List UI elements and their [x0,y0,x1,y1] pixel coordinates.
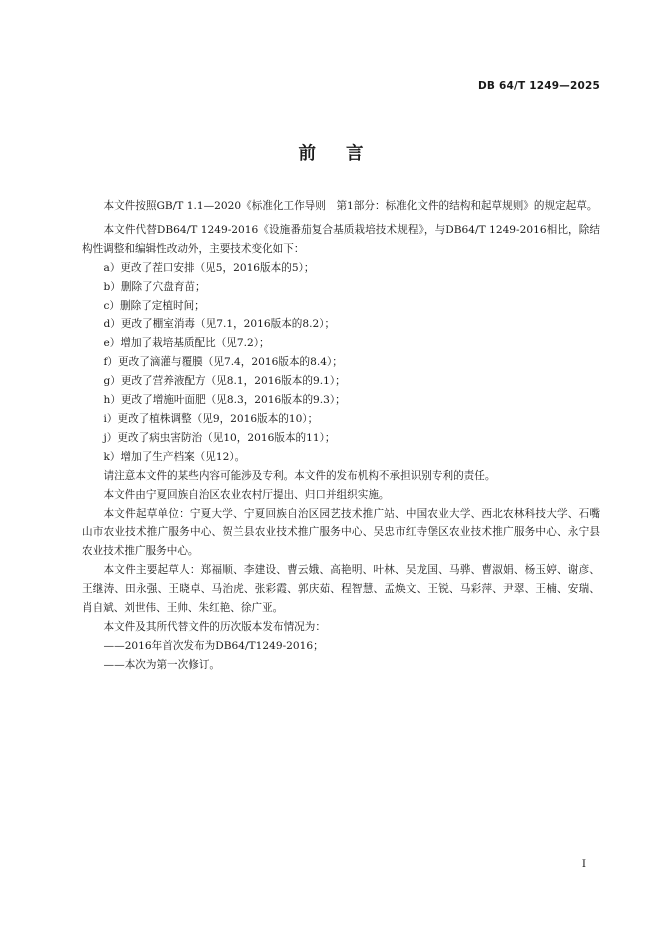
paragraph-drafting-rules: 本文件按照GB/T 1.1—2020《标准化工作导则 第1部分：标准化文件的结构和起草规则》的规定起草。 [103,200,598,212]
list-item: j）更改了病虫害防治（见10，2016版本的11）； [103,431,336,444]
document-code: DB 64/T 1249—2025 [478,80,600,92]
list-item: h）更改了增施叶面肥（见8.3，2016版本的9.3）； [103,394,346,407]
paragraph-drafting-units: 本文件起草单位：宁夏大学、宁夏回族自治区园艺技术推广站、中国农业大学、西北农林科技大学、石嘴山市农业技术推广服务中心、贺兰县农业技术推广服务中心、吴忠市红寺堡区农业技术推广服务中心、永宁县农业技术推广服务中心。 [82,507,600,558]
list-item: g）更改了营养液配方（见8.1，2016版本的9.1）； [103,375,346,388]
list-item: a）更改了茬口安排（见5，2016版本的5）； [103,261,315,274]
list-item: i）更改了植株调整（见9，2016版本的10）； [103,412,319,425]
paragraph-drafters: 本文件主要起草人：郑福顺、李建设、曹云娥、高艳明、叶林、吴龙国、马骅、曹淑娟、杨玉婷、谢彦、王继涛、田永强、王晓卓、马治虎、张彩霞、郭庆茹、程智慧、孟焕文、王锐、马彩萍、尹翠、王楠、安瑞、肖自斌、刘世伟、王帅、朱红艳、徐广亚。 [82,564,600,615]
list-item: d）更改了棚室消毒（见7.1，2016版本的8.2）； [103,318,336,331]
list-item: f）更改了滴灌与覆膜（见7.4，2016版本的8.4）； [103,356,343,369]
paragraph-patent-notice: 请注意本文件的某些内容可能涉及专利。本文件的发布机构不承担识别专利的责任。 [103,469,496,482]
list-item: k）增加了生产档案（见12）。 [103,450,246,463]
page-number: I [581,858,586,870]
paragraph-history-intro: 本文件及其所代替文件的历次版本发布情况为： [103,620,326,633]
foreword-body [82,197,600,675]
list-item: c）删除了定植时间； [103,299,205,312]
history-item: ——2016年首次发布为DB64/T1249-2016； [103,639,324,652]
list-item: b）删除了穴盘育苗； [103,280,206,293]
list-item: e）增加了栽培基质配比（见7.2）； [103,337,270,350]
paragraph-proposer: 本文件由宁夏回族自治区农业农村厅提出、归口并组织实施。 [103,488,390,501]
paragraph-replacement: 本文件代替DB64/T 1249-2016《设施番茄复合基质栽培技术规程》，与DB64/T 1249-2016相比，除结构性调整和编辑性改动外，主要技术变化如下： [82,223,600,255]
page-title: 前言 [298,144,394,164]
history-item: ——本次为第一次修订。 [103,658,221,671]
